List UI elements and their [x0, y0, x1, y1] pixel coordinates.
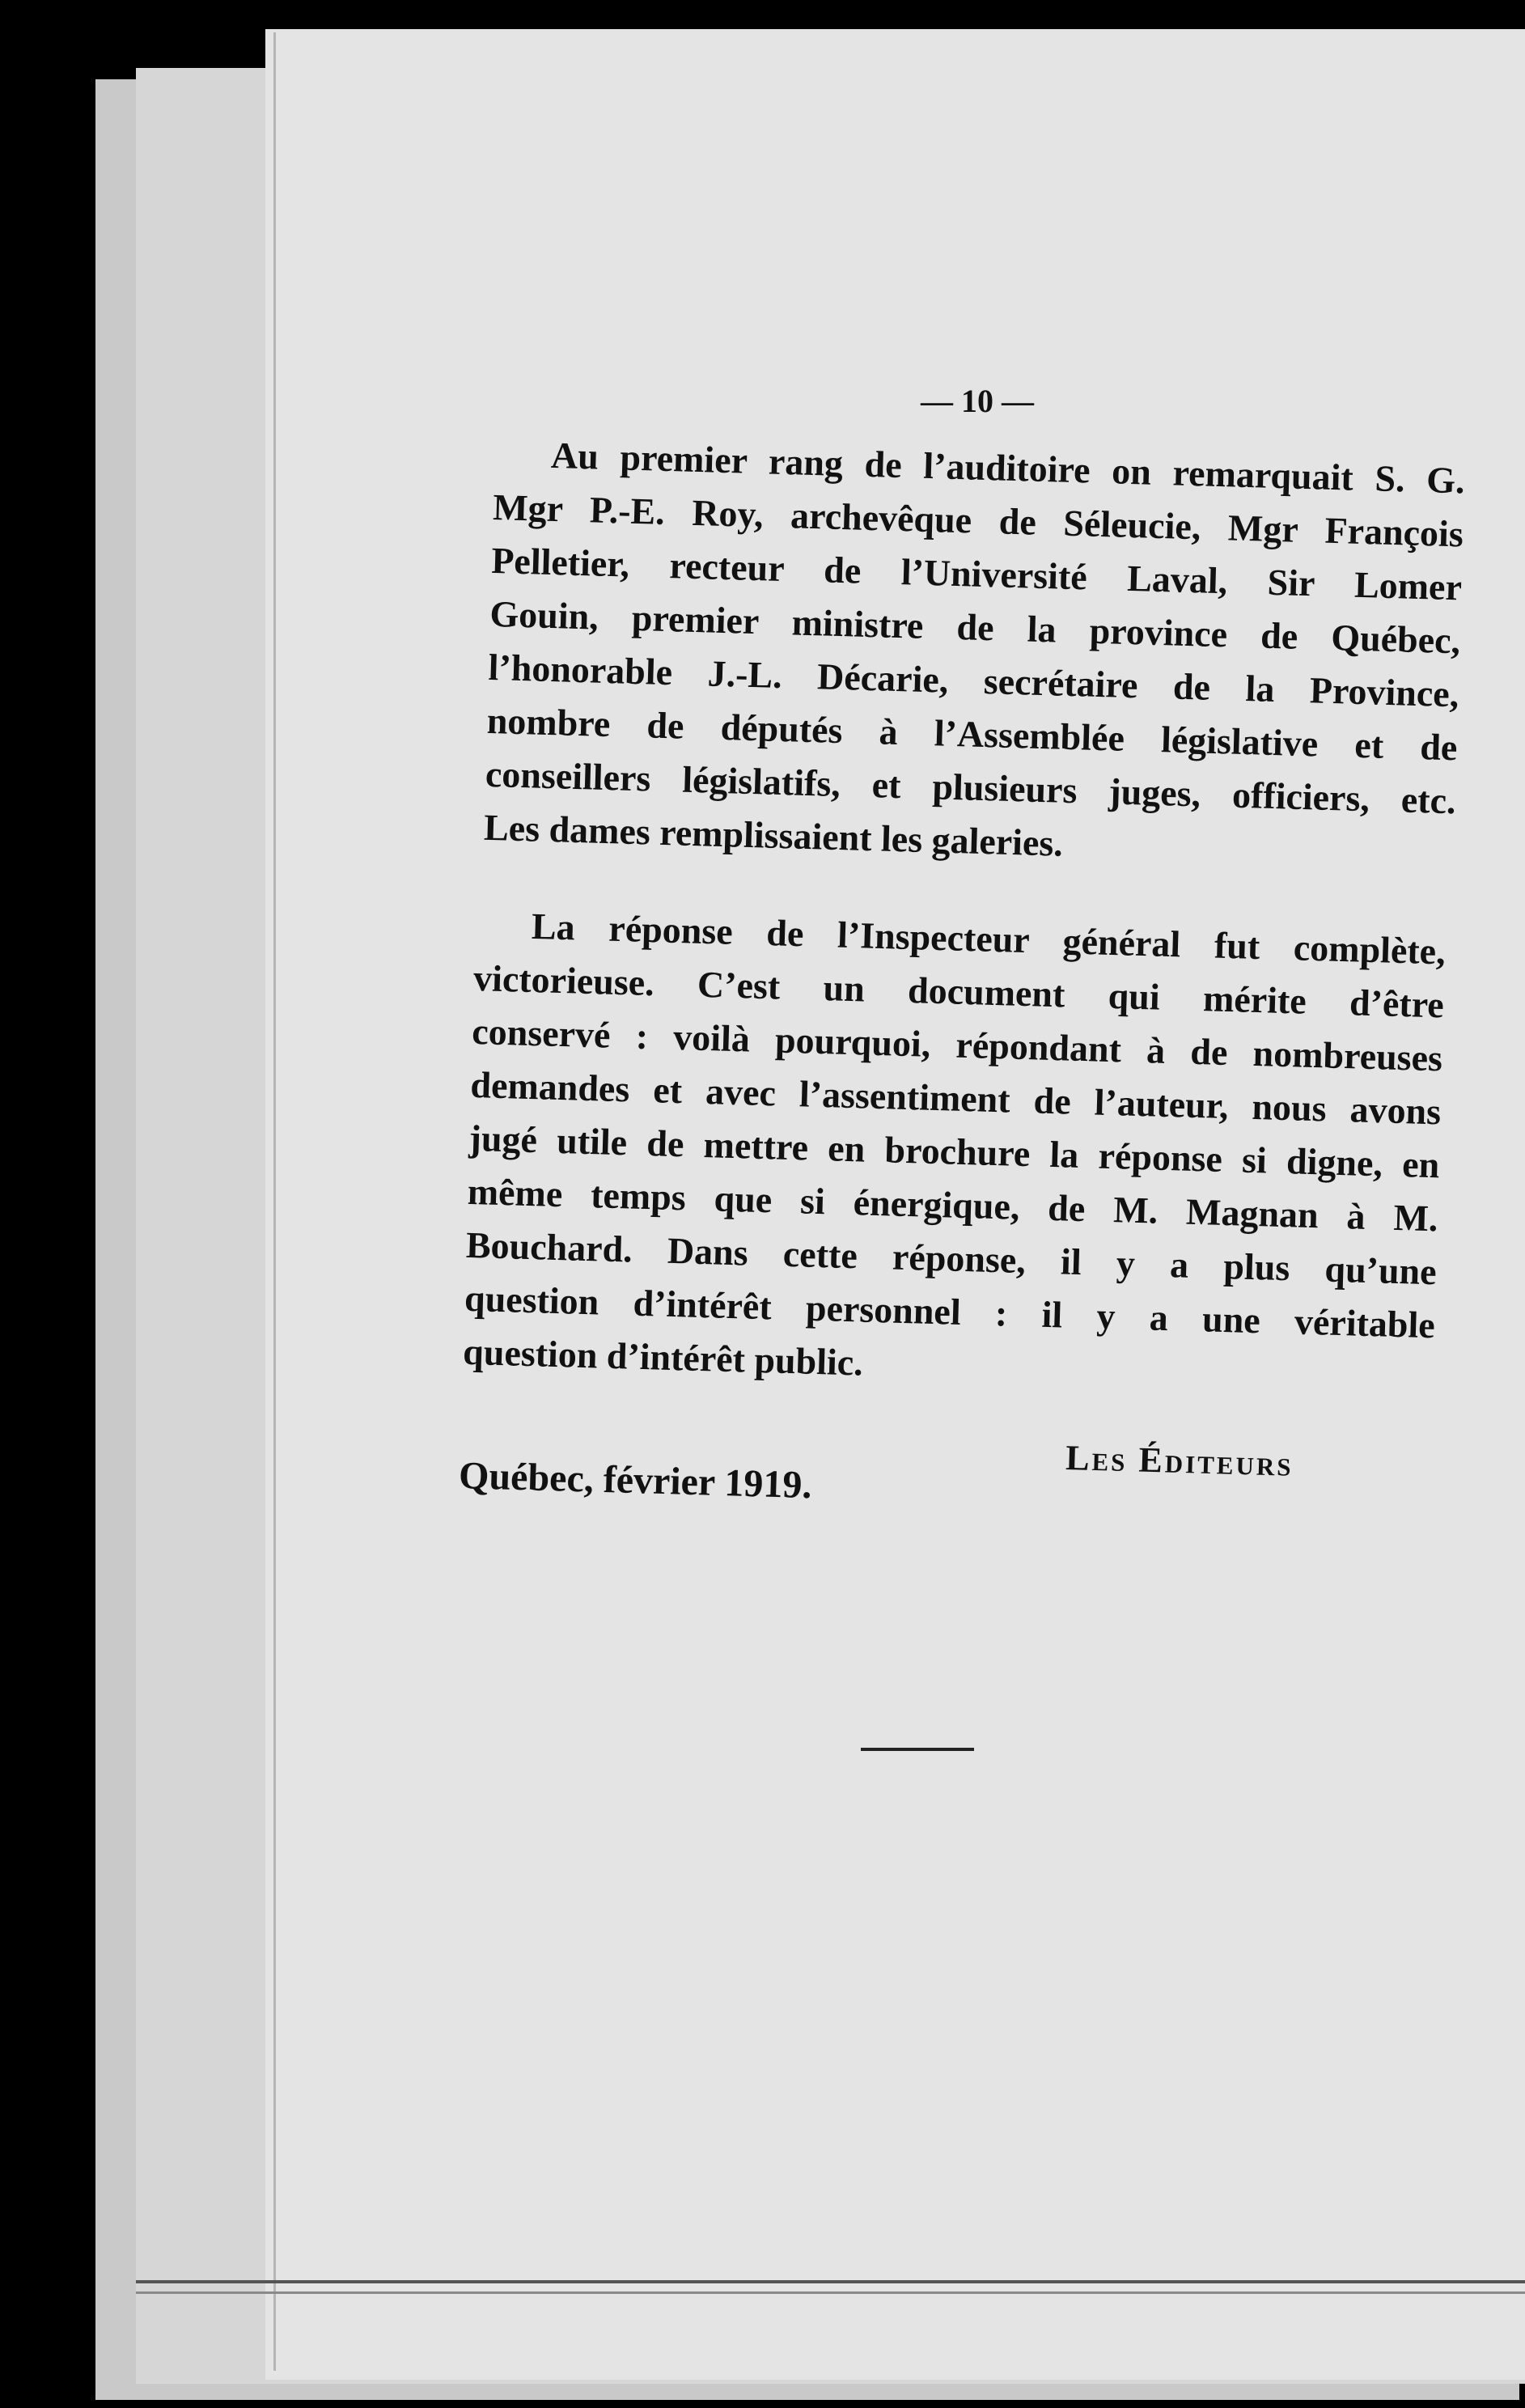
text-line: même temps que si énergique, de M. Magnan à M. [467, 1170, 1439, 1240]
text-line: jugé utile de mettre en brochure la réponse si digne, en [468, 1117, 1440, 1186]
text-line: conseillers législatifs, et plusieurs juges, officiers, etc. [485, 752, 1457, 822]
page-edge [273, 32, 276, 2371]
text-line: Gouin, premier ministre de la province de Québec, [489, 592, 1461, 662]
signature: Les Éditeurs [1065, 1437, 1294, 1484]
text-line: demandes et avec l’assentiment de l’auteur, nous avons [469, 1063, 1442, 1133]
text-line: victorieuse. C’est un document qui mérite d’être [472, 956, 1445, 1026]
text-line: Au premier rang de l’auditoire on remarquait S. G. [550, 434, 1466, 502]
text-line: l’honorable J.-L. Décarie, secrétaire de la Province, [488, 646, 1459, 715]
text-line: conservé : voilà pourquoi, répondant à de nombreuses [471, 1010, 1443, 1079]
closing-rule [861, 1748, 974, 1751]
paragraph-audience [483, 427, 1465, 881]
text-line: La réponse de l’Inspecteur général fut complète, [531, 905, 1447, 973]
text-line: Mgr P.-E. Roy, archevêque de Séleucie, Mgr François [492, 485, 1464, 555]
text-line: Les dames remplissaient les galeries. [483, 806, 1064, 864]
page-number: — 10 — [921, 383, 1034, 419]
place-date: Québec, février 1919. [458, 1453, 813, 1507]
page-bottom-edge [136, 2280, 1525, 2283]
page-bottom-edge [136, 2291, 1525, 2294]
text-line: question d’intérêt public. [462, 1330, 864, 1384]
text-line: nombre de députés à l’Assemblée législative et de [486, 699, 1459, 769]
text-line: question d’intérêt personnel : il y a une véritable [464, 1277, 1436, 1346]
text-line: Bouchard. Dans cette réponse, il y a plus qu’une [465, 1223, 1438, 1293]
paragraph-response [462, 898, 1446, 1405]
text-line: Pelletier, recteur de l’Université Laval, Sir Lomer [490, 539, 1463, 608]
